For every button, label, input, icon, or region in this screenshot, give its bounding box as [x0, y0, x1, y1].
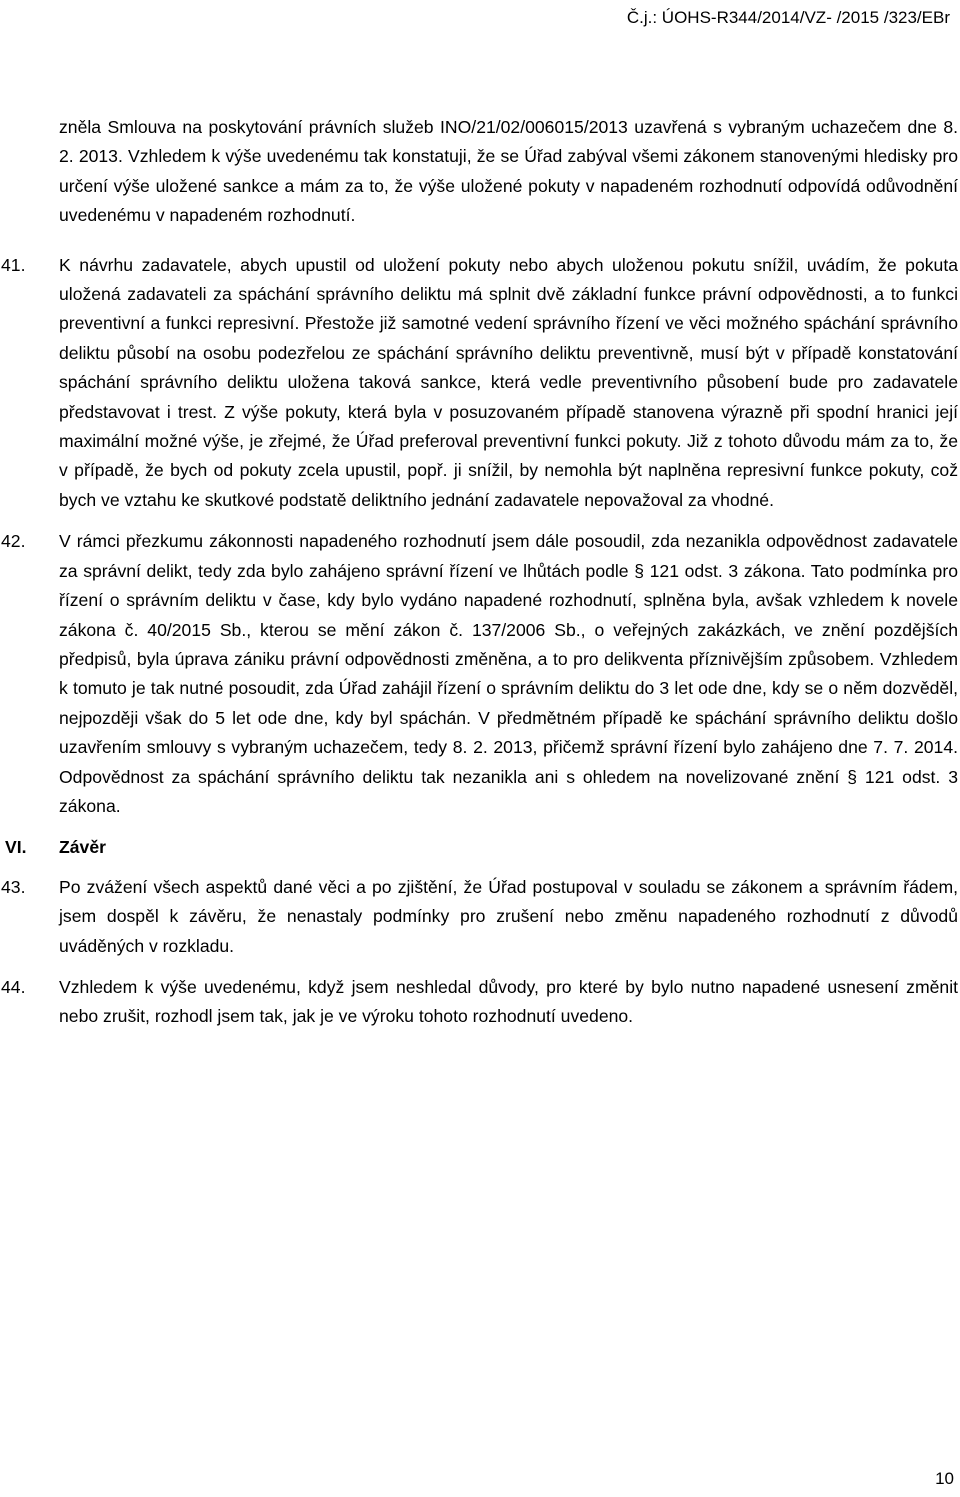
section-heading [5, 833, 958, 862]
document-body [1, 113, 958, 1032]
section-number: VI. [5, 837, 27, 858]
paragraph-number: 44. [1, 976, 26, 997]
paragraph-43 [1, 873, 958, 961]
paragraph-41 [1, 251, 958, 516]
paragraph-text: Po zvážení všech aspektů dané věci a po zjištění, že Úřad postupoval v souladu se zákonem a správním řádem, jsem dospěl k závěru, že nenastaly podmínky pro zrušení nebo změnu napadeného rozhodnutí z důvodů uváděných v rozkladu. [59, 876, 958, 956]
paragraph-number: 43. [1, 876, 26, 897]
paragraph-text: V rámci přezkumu zákonnosti napadeného rozhodnutí jsem dále posoudil, zda nezanikla odpovědnost zadavatele za správní delikt, tedy zda bylo zahájeno správní řízení ve lhůtách podle § 121 odst. 3 zákona. Tato podmínka pro řízení o správním deliktu v čase, kdy bylo vydáno napadené rozhodnutí, splněna byla, avšak vzhledem k novele zákona č. 40/2015 Sb., kterou se mění zákon č. 137/2006 Sb., o veřejných zakázkách, ve znění pozdějších předpisů, byla úprava zániku právní odpovědnosti změněna, a to pro delikventa příznivějším způsobem. Vzhledem k tomuto je tak nutné posoudit, zda Úřad zahájil řízení o správním deliktu do 3 let ode dne, kdy se o něm dozvěděl, nejpozději však do 5 let ode dne, kdy byl spáchán. V předmětném případě ke spáchání správního deliktu došlo uzavřením smlouvy s vybraným uchazečem, tedy 8. 2. 2013, přičemž správní řízení bylo zahájeno dne 7. 7. 2014. Odpovědnost za spáchání správního deliktu tak nezanikla ani s ohledem na novelizované znění § 121 odst. 3 zákona. [59, 531, 958, 816]
paragraph-42 [1, 527, 958, 821]
paragraph-text: K návrhu zadavatele, abych upustil od uložení pokuty nebo abych uloženou pokutu snížil, uvádím, že pokuta uložená zadavateli za spáchání správního deliktu má splnit dvě základní funkce právní odpovědnosti, a to funkci preventivní a funkci represivní. Přestože již samotné vedení správního řízení ve věci možného spáchání správního deliktu působí na osobu podezřelou ze spáchání správního deliktu preventivně, musí být v případě konstatování spáchání správního deliktu uložena taková sankce, která vedle preventivního působení bude pro zadavatele představovat i trest. Z výše pokuty, která byla v posuzovaném případě stanovena výrazně při spodní hranici její maximální možné výše, je zřejmé, že Úřad preferoval preventivní funkci pokuty. Již z tohoto důvodu mám za to, že v případě, že bych od pokuty zcela upustil, popř. ji snížil, by nemohla být naplněna represivní funkce pokuty, což bych ve vztahu ke skutkové podstatě deliktního jednání zadavatele nepovažoval za vhodné. [59, 254, 958, 510]
paragraph-44 [1, 973, 958, 1032]
page-number: 10 [935, 1469, 954, 1488]
section-title: Závěr [59, 837, 106, 858]
document-reference-number: Č.j.: ÚOHS-R344/2014/VZ- /2015 /323/EBr [626, 8, 950, 27]
paragraph-text: Vzhledem k výše uvedenému, když jsem neshledal důvody, pro které by bylo nutno napadené usnesení změnit nebo zrušit, rozhodl jsem tak, jak je ve výroku tohoto rozhodnutí uvedeno. [59, 976, 958, 1027]
paragraph-number: 41. [1, 254, 26, 275]
paragraph-continued: zněla Smlouva na poskytování právních služeb INO/21/02/006015/2013 uzavřená s vybraným uchazečem dne 8. 2. 2013. Vzhledem k výše uvedenému tak konstatuji, že se Úřad zabýval všemi zákonem stanovenými hledisky pro určení výše uložené sankce a mám za to, že výše uložené pokuty v napadeném rozhodnutí odpovídá odůvodnění uvedenému v napadeném rozhodnutí. [59, 117, 958, 226]
paragraph-number: 42. [1, 531, 26, 552]
